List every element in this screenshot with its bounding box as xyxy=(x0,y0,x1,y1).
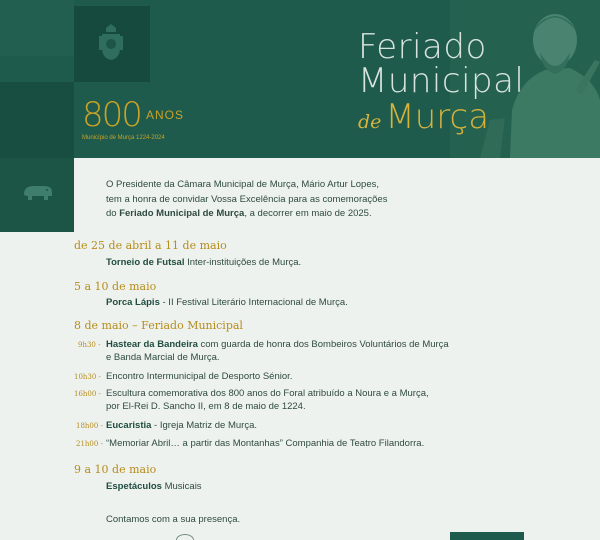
event-line: Escultura comemorativa dos 800 anos do Foral atribuído a Noura e a Murça, xyxy=(106,388,429,399)
event-line: Encontro Intermunicipal de Desporto Sénior. xyxy=(106,371,293,382)
event-line: Porca Lápis - II Festival Literário Internacional de Murça. xyxy=(106,297,348,308)
section-heading: 5 a 10 de maio xyxy=(74,280,157,293)
logo-subtitle: Município de Murça 1224-2024 xyxy=(82,135,165,141)
event-line: Eucaristia - Igreja Matriz de Murça. xyxy=(106,420,258,431)
event-time: 21h00 - xyxy=(76,440,103,448)
intro-line: do Feriado Municipal de Murça, a decorrer em maio de 2025. xyxy=(106,208,372,219)
footer-decoration xyxy=(176,534,194,540)
intro-line: O Presidente da Câmara Municipal de Murça, Mário Artur Lopes, xyxy=(106,179,379,190)
title-murca: Murça xyxy=(385,97,490,137)
section-heading: 9 a 10 de maio xyxy=(74,463,157,476)
side-panel xyxy=(0,158,74,232)
section-heading: 8 de maio – Feriado Municipal xyxy=(74,319,243,332)
event-line: Hastear da Bandeira com guarda de honra dos Bombeiros Voluntários de Murça xyxy=(106,339,449,350)
section-heading: de 25 de abril a 11 de maio xyxy=(74,239,227,252)
intro-paragraph xyxy=(106,178,576,222)
event-time: 18h00 - xyxy=(76,422,103,430)
logo-anos: ANOS xyxy=(146,108,185,122)
intro-line: tem a honra de convidar Vossa Excelência para as comemorações xyxy=(106,193,388,205)
event-line: por El-Rei D. Sancho II, em 8 de maio de 1224. xyxy=(106,401,306,412)
event-line: e Banda Marcial de Murça. xyxy=(106,352,220,363)
anniversary-logo xyxy=(82,96,194,146)
title-line-2: Municipal xyxy=(358,61,525,101)
footer-block xyxy=(450,532,524,540)
title-line-3 xyxy=(358,97,524,141)
header-panel xyxy=(0,82,74,158)
event-time: 16h00 - xyxy=(74,390,101,398)
intro-highlight: Feriado Municipal de Murça xyxy=(119,208,245,219)
header-banner xyxy=(0,0,600,158)
page-title xyxy=(358,27,525,141)
crest-icon xyxy=(94,22,128,62)
event-line: Espetáculos Musicais xyxy=(106,481,202,492)
closing-text: Contamos com a sua presença. xyxy=(106,514,241,525)
event-time: 9h30 - xyxy=(78,341,101,349)
title-line-1: Feriado xyxy=(358,27,487,67)
title-de: de xyxy=(358,111,382,133)
event-line: “Memoriar Abril… a partir das Montanhas” Companhia de Teatro Filandorra. xyxy=(106,438,425,449)
header-panel xyxy=(0,0,74,56)
hippo-icon xyxy=(20,180,54,204)
logo-number: 800 xyxy=(82,95,141,135)
event-line: Torneio de Futsal Inter-instituições de Murça. xyxy=(106,257,302,268)
crest-panel xyxy=(74,6,150,82)
event-time: 10h30 - xyxy=(74,373,101,381)
